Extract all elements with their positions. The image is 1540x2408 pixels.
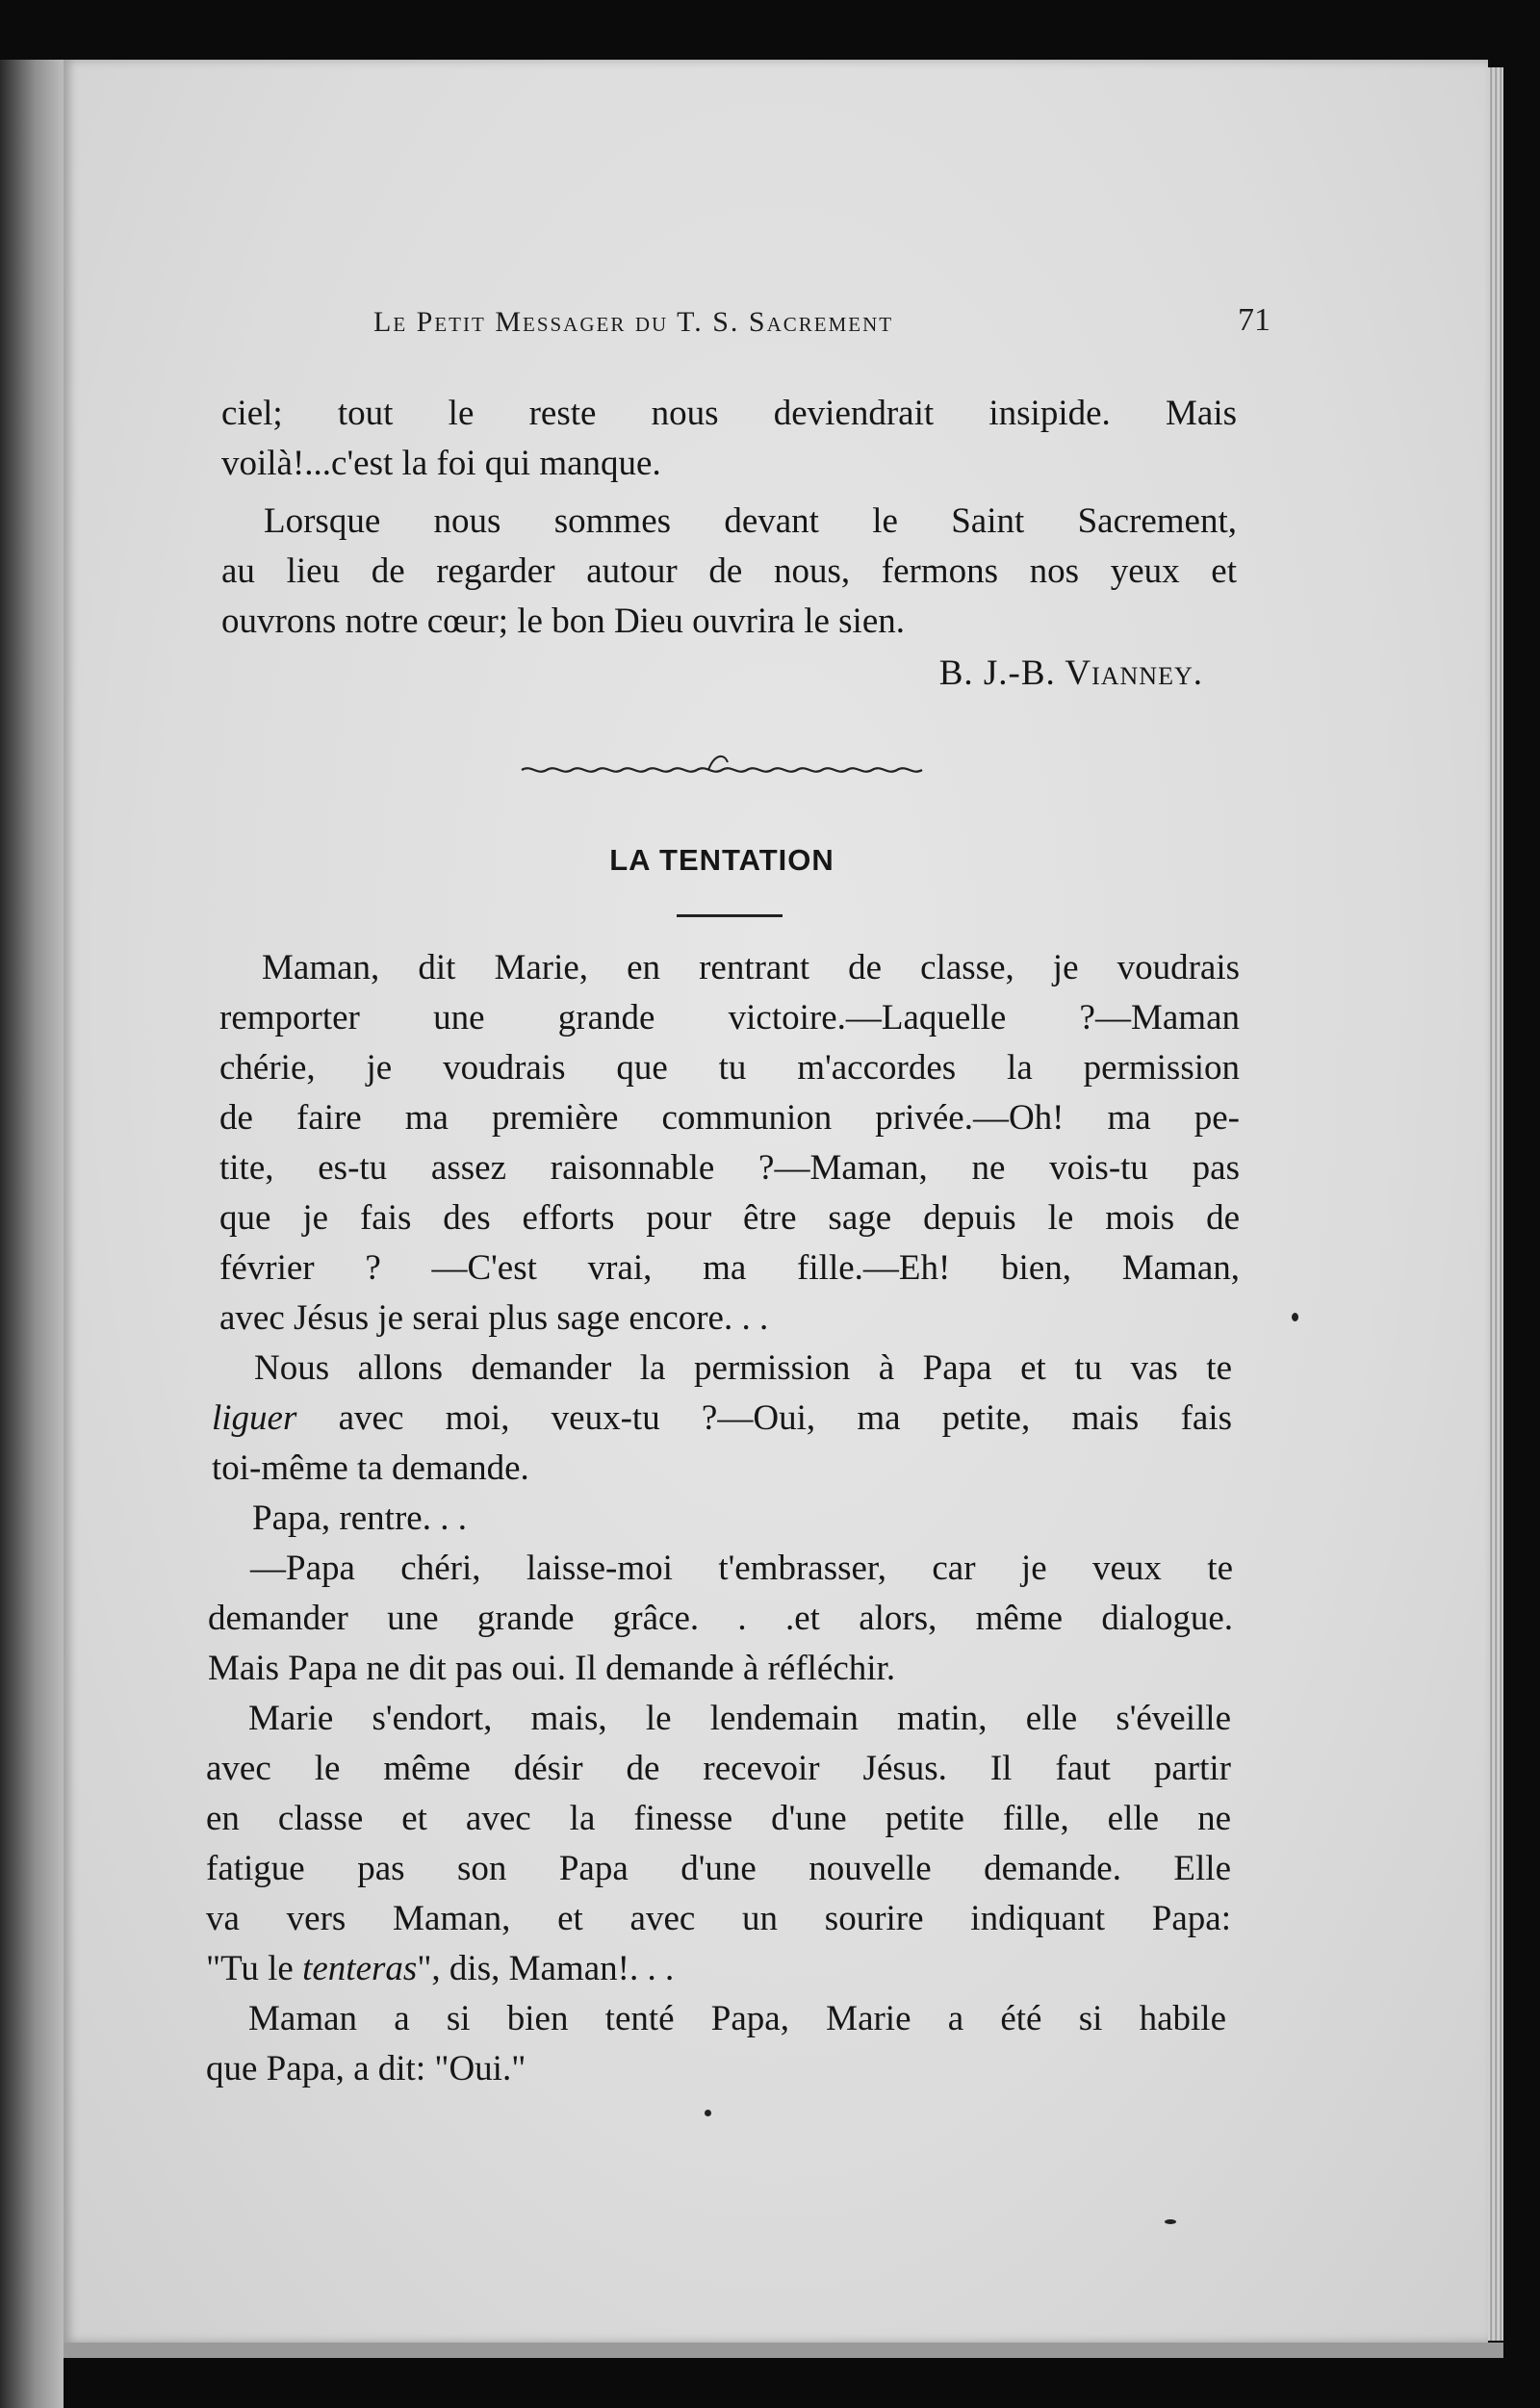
text-line: que je fais des efforts pour être sage depuis le mois de (219, 1198, 1240, 1238)
text-line: de faire ma première communion privée.—Oh! ma pe- (219, 1098, 1240, 1138)
text-line: Marie s'endort, mais, le lendemain matin, elle s'éveille (248, 1699, 1231, 1738)
text-line: demander une grande grâce. . .et alors, même dialogue. (208, 1599, 1233, 1638)
text-line: —Papa chéri, laisse-moi t'embrasser, car je veux te (250, 1549, 1233, 1588)
paragraph-saint-sacrement (221, 497, 1237, 647)
text-line: tite, es-tu assez raisonnable ?—Maman, ne vois-tu pas (219, 1148, 1240, 1188)
page-number: 71 (1238, 302, 1270, 338)
text-line: remporter une grande victoire.—Laquelle ?—Maman (219, 998, 1240, 1037)
text-line: ciel; tout le reste nous deviendrait insipide. Mais (221, 394, 1237, 433)
text-line: Papa, rentre. . . (252, 1499, 467, 1538)
italic-word: tenteras (302, 1949, 418, 1988)
text-line (206, 1944, 1231, 1994)
paragraph-1 (219, 943, 1240, 1344)
ink-speck (1165, 2219, 1176, 2224)
paragraph-4 (208, 1544, 1233, 1694)
text-line: ouvrons notre cœur; le bon Dieu ouvrira le sien. (221, 602, 906, 641)
paragraph-6 (206, 1994, 1226, 2094)
text-line: Maman, dit Marie, en rentrant de classe, je voudrais (262, 948, 1240, 987)
text-line: Mais Papa ne dit pas oui. Il demande à réfléchir. (208, 1649, 896, 1688)
text-line: Lorsque nous sommes devant le Saint Sacrement, (264, 501, 1237, 541)
text-line: fatigue pas son Papa d'une nouvelle demande. Elle (206, 1849, 1231, 1888)
facing-page-edge (0, 60, 64, 2408)
running-head: Le Petit Messager du T. S. Sacrement (373, 306, 894, 338)
page-stack-bottom (64, 2343, 1503, 2358)
text-line: que Papa, a dit: "Oui." (206, 2049, 526, 2088)
paragraph-3 (210, 1494, 1230, 1544)
paragraph-2 (212, 1344, 1232, 1494)
author-signature: B. J.-B. Vianney. (938, 653, 1203, 693)
text-fragment: "Tu le (206, 1949, 303, 1988)
title-underline (677, 914, 783, 917)
text-fragment: avec moi, veux-tu ?—Oui, ma petite, mais fais (296, 1398, 1232, 1438)
text-line: en classe et avec la finesse d'une petite fille, elle ne (206, 1799, 1231, 1838)
text-line: février ? —C'est vrai, ma fille.—Eh! bien, Maman, (219, 1248, 1240, 1288)
text-line: va vers Maman, et avec un sourire indiquant Papa: (206, 1899, 1231, 1938)
page-stack-edge (1488, 67, 1503, 2341)
text-line: avec Jésus je serai plus sage encore. . . (219, 1298, 769, 1338)
ornamental-divider (520, 749, 924, 787)
ink-speck (1292, 1313, 1298, 1321)
text-line (212, 1394, 1232, 1444)
text-line: avec le même désir de recevoir Jésus. Il faut partir (206, 1749, 1231, 1788)
paragraph-intro (221, 389, 1237, 489)
article-title: LA TENTATION (609, 843, 834, 877)
text-line: chérie, je voudrais que tu m'accordes la permission (219, 1048, 1240, 1088)
text-line: Maman a si bien tenté Papa, Marie a été si habile (248, 1999, 1226, 2038)
paragraph-5 (206, 1694, 1231, 1994)
text-line: voilà!...c'est la foi qui manque. (221, 444, 661, 483)
text-fragment: ", dis, Maman!. . . (417, 1949, 675, 1988)
text-line: au lieu de regarder autour de nous, fermons nos yeux et (221, 551, 1237, 591)
text-line: Nous allons demander la permission à Papa et tu vas te (254, 1348, 1232, 1388)
text-line: toi-même ta demande. (212, 1448, 529, 1488)
ink-speck (705, 2110, 711, 2116)
italic-word: liguer (212, 1398, 297, 1438)
